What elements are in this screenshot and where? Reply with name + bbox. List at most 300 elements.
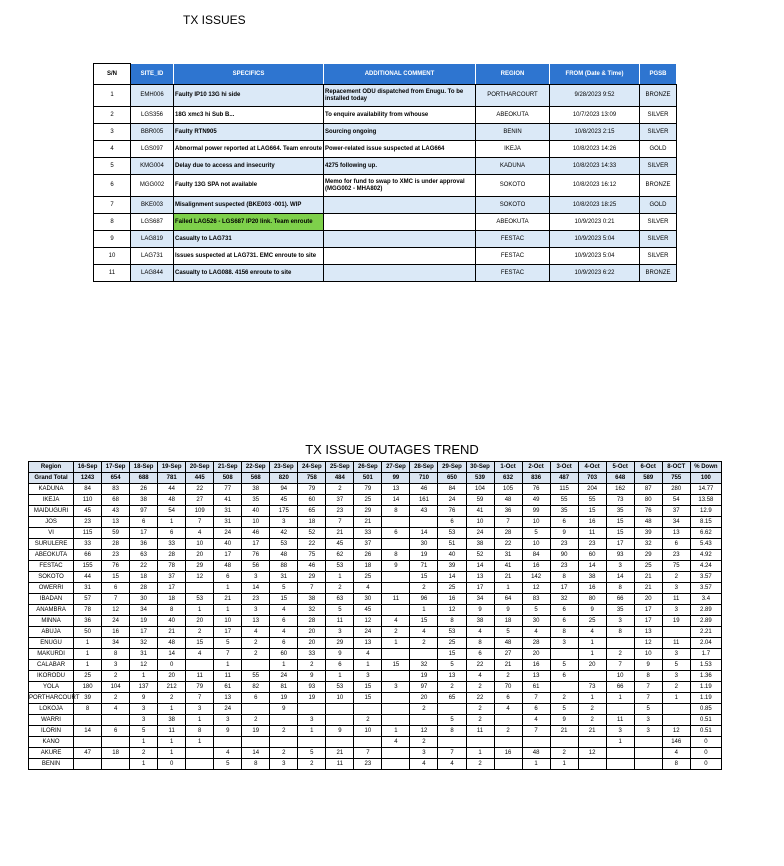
- trend-value-cell: 6: [550, 605, 578, 616]
- trend-value-cell: 1: [214, 583, 242, 594]
- trend-value-cell: 28: [298, 616, 326, 627]
- issue-pgsb: SILVER: [640, 107, 677, 124]
- issue-specifics: 18G xmc3 hi Sub B...: [174, 107, 324, 124]
- trend-value-cell: 484: [326, 473, 354, 484]
- trend-title: TX ISSUE OUTAGES TREND: [305, 442, 479, 457]
- trend-value-cell: 22: [466, 693, 494, 704]
- trend-value-cell: 8: [634, 671, 662, 682]
- trend-row: [29, 539, 722, 550]
- trend-value-cell: 9: [466, 605, 494, 616]
- trend-value-cell: [326, 704, 354, 715]
- trend-value-cell: 77: [214, 484, 242, 495]
- trend-value-cell: 654: [102, 473, 130, 484]
- trend-value-cell: 27: [186, 495, 214, 506]
- trend-value-cell: [242, 704, 270, 715]
- issue-pgsb: SILVER: [640, 214, 677, 231]
- issue-pgsb: BRONZE: [640, 85, 677, 107]
- trend-value-cell: 3: [298, 715, 326, 726]
- trend-value-cell: [662, 704, 690, 715]
- trend-value-cell: 23: [242, 594, 270, 605]
- trend-value-cell: 41: [466, 506, 494, 517]
- trend-value-cell: 88: [270, 561, 298, 572]
- trend-value-cell: 22: [298, 539, 326, 550]
- trend-value-cell: 36: [494, 506, 522, 517]
- trend-value-cell: 23: [550, 561, 578, 572]
- trend-value-cell: 7: [214, 649, 242, 660]
- trend-value-cell: 17: [606, 539, 634, 550]
- trend-value-cell: 4: [382, 616, 410, 627]
- trend-value-cell: [382, 748, 410, 759]
- trend-value-cell: 15: [578, 506, 606, 517]
- trend-value-cell: 24: [438, 495, 466, 506]
- trend-row: [29, 495, 722, 506]
- trend-value-cell: 9: [270, 704, 298, 715]
- header-pgsb: PGSB: [640, 64, 677, 85]
- trend-row: [29, 517, 722, 528]
- trend-value-cell: 19: [270, 693, 298, 704]
- trend-value-cell: [186, 583, 214, 594]
- trend-value-cell: 99: [522, 506, 550, 517]
- trend-value-cell: 18: [354, 561, 382, 572]
- trend-value-cell: 46: [242, 528, 270, 539]
- issue-from: 10/9/2023 6:22: [550, 265, 640, 282]
- trend-value-cell: 13: [438, 671, 466, 682]
- trend-value-cell: 14.77: [690, 484, 721, 495]
- trend-value-cell: [382, 605, 410, 616]
- issue-pgsb: SILVER: [640, 158, 677, 175]
- trend-header-date: 3-Oct: [550, 462, 578, 473]
- trend-value-cell: 13: [662, 528, 690, 539]
- trend-region-cell: MAKURDI: [29, 649, 74, 660]
- trend-value-cell: 2: [186, 627, 214, 638]
- trend-value-cell: 3: [662, 649, 690, 660]
- trend-value-cell: 3: [102, 660, 130, 671]
- trend-value-cell: 2: [494, 671, 522, 682]
- trend-value-cell: 12: [662, 726, 690, 737]
- trend-value-cell: 180: [74, 682, 102, 693]
- trend-value-cell: 57: [74, 594, 102, 605]
- trend-value-cell: [214, 737, 242, 748]
- trend-value-cell: 21: [494, 660, 522, 671]
- trend-value-cell: 501: [354, 473, 382, 484]
- trend-value-cell: 61: [214, 682, 242, 693]
- issue-sn: 5: [94, 158, 131, 175]
- issue-from: 10/8/2023 14:26: [550, 141, 640, 158]
- trend-value-cell: 2: [270, 726, 298, 737]
- trend-value-cell: 3: [606, 616, 634, 627]
- trend-value-cell: 10: [326, 693, 354, 704]
- trend-value-cell: 5: [270, 583, 298, 594]
- issue-from: 10/9/2023 5:04: [550, 231, 640, 248]
- trend-value-cell: 10: [634, 649, 662, 660]
- trend-region-cell: LOKOJA: [29, 704, 74, 715]
- trend-value-cell: 42: [270, 528, 298, 539]
- trend-value-cell: 17: [466, 583, 494, 594]
- trend-value-cell: 20: [298, 638, 326, 649]
- trend-value-cell: 1: [466, 748, 494, 759]
- issue-region: PORTHARCOURT: [476, 85, 550, 107]
- trend-value-cell: 33: [74, 539, 102, 550]
- trend-region-cell: FESTAC: [29, 561, 74, 572]
- trend-value-cell: 66: [606, 594, 634, 605]
- trend-value-cell: 23: [578, 539, 606, 550]
- trend-value-cell: 38: [298, 594, 326, 605]
- trend-value-cell: 8: [606, 627, 634, 638]
- trend-value-cell: 280: [662, 484, 690, 495]
- trend-value-cell: 3: [270, 517, 298, 528]
- trend-value-cell: 31: [74, 583, 102, 594]
- trend-value-cell: 22: [466, 660, 494, 671]
- trend-value-cell: [354, 704, 382, 715]
- trend-value-cell: [326, 737, 354, 748]
- trend-value-cell: 3.57: [690, 572, 721, 583]
- trend-value-cell: 1243: [74, 473, 102, 484]
- trend-value-cell: 1: [550, 759, 578, 770]
- trend-region-cell: KADUNA: [29, 484, 74, 495]
- issue-specifics: Abnormal power reported at LAG664. Team enroute: [174, 141, 324, 158]
- trend-value-cell: 5: [214, 638, 242, 649]
- trend-value-cell: [550, 649, 578, 660]
- trend-value-cell: 52: [298, 528, 326, 539]
- trend-value-cell: 25: [354, 572, 382, 583]
- trend-value-cell: 3: [214, 715, 242, 726]
- trend-value-cell: [242, 660, 270, 671]
- trend-row: [29, 583, 722, 594]
- trend-value-cell: 2: [158, 693, 186, 704]
- trend-value-cell: 9: [550, 715, 578, 726]
- trend-table: [28, 461, 722, 770]
- trend-value-cell: 96: [410, 594, 438, 605]
- issue-from: 10/9/2023 5:04: [550, 248, 640, 265]
- trend-value-cell: 11: [578, 528, 606, 539]
- trend-value-cell: 8: [382, 550, 410, 561]
- trend-value-cell: 4: [522, 715, 550, 726]
- trend-value-cell: 3: [242, 572, 270, 583]
- issue-specifics: Faulty IP10 13G hi side: [174, 85, 324, 107]
- issue-region: FESTAC: [476, 248, 550, 265]
- trend-value-cell: 820: [270, 473, 298, 484]
- trend-value-cell: 78: [158, 561, 186, 572]
- trend-value-cell: 93: [606, 550, 634, 561]
- trend-header-date: 19-Sep: [158, 462, 186, 473]
- issues-table: [93, 63, 677, 282]
- trend-value-cell: 33: [298, 649, 326, 660]
- issue-comment: [324, 248, 476, 265]
- trend-value-cell: 2: [242, 649, 270, 660]
- trend-value-cell: [382, 671, 410, 682]
- trend-value-cell: 37: [354, 539, 382, 550]
- trend-value-cell: 9: [578, 605, 606, 616]
- trend-value-cell: 2: [410, 704, 438, 715]
- issue-region: ABEOKUTA: [476, 107, 550, 124]
- trend-value-cell: 3: [662, 605, 690, 616]
- trend-value-cell: 12: [522, 583, 550, 594]
- trend-value-cell: 115: [550, 484, 578, 495]
- trend-region-cell: BENIN: [29, 759, 74, 770]
- trend-header-date: 27-Sep: [382, 462, 410, 473]
- trend-value-cell: 12: [102, 605, 130, 616]
- trend-value-cell: 47: [74, 748, 102, 759]
- trend-value-cell: 76: [634, 506, 662, 517]
- issue-sn: 3: [94, 124, 131, 141]
- issues-title: TX ISSUES: [183, 13, 246, 27]
- trend-value-cell: 16: [494, 748, 522, 759]
- trend-value-cell: 75: [298, 550, 326, 561]
- trend-value-cell: 7: [298, 583, 326, 594]
- trend-value-cell: 40: [214, 539, 242, 550]
- trend-value-cell: 10: [354, 726, 382, 737]
- trend-value-cell: 32: [130, 638, 158, 649]
- trend-value-cell: [606, 704, 634, 715]
- trend-value-cell: 80: [578, 594, 606, 605]
- trend-value-cell: 1: [606, 693, 634, 704]
- trend-value-cell: 13: [634, 627, 662, 638]
- trend-value-cell: 1: [606, 737, 634, 748]
- trend-value-cell: 21: [354, 517, 382, 528]
- trend-value-cell: 2: [550, 693, 578, 704]
- trend-value-cell: 12: [438, 605, 466, 616]
- trend-value-cell: 3.57: [690, 583, 721, 594]
- trend-value-cell: 19: [130, 616, 158, 627]
- trend-value-cell: 81: [270, 682, 298, 693]
- trend-value-cell: 30: [354, 594, 382, 605]
- trend-value-cell: 1: [410, 605, 438, 616]
- trend-value-cell: 8: [382, 506, 410, 517]
- trend-value-cell: 15: [382, 660, 410, 671]
- trend-value-cell: 9: [494, 605, 522, 616]
- trend-value-cell: 14: [438, 572, 466, 583]
- trend-value-cell: 62: [326, 550, 354, 561]
- issue-comment: To enquire availability from w/house: [324, 107, 476, 124]
- trend-value-cell: [578, 759, 606, 770]
- trend-value-cell: 1.19: [690, 682, 721, 693]
- trend-row: [29, 528, 722, 539]
- issue-sn: 7: [94, 197, 131, 214]
- trend-value-cell: 445: [186, 473, 214, 484]
- trend-value-cell: 11: [662, 594, 690, 605]
- trend-value-cell: 29: [326, 638, 354, 649]
- trend-value-cell: 32: [298, 605, 326, 616]
- trend-value-cell: 21: [494, 572, 522, 583]
- trend-value-cell: 11: [382, 594, 410, 605]
- trend-value-cell: 41: [214, 495, 242, 506]
- trend-value-cell: 10: [466, 517, 494, 528]
- trend-value-cell: 3: [606, 726, 634, 737]
- trend-value-cell: [186, 660, 214, 671]
- header-comment: ADDITIONAL COMMENT: [324, 64, 476, 85]
- trend-value-cell: [634, 748, 662, 759]
- trend-value-cell: 4: [354, 649, 382, 660]
- trend-value-cell: 21: [578, 726, 606, 737]
- issue-specifics: Misalignment suspected (BKE003 -001). WIP: [174, 197, 324, 214]
- trend-value-cell: 54: [158, 506, 186, 517]
- trend-row: [29, 572, 722, 583]
- issue-pgsb: SILVER: [640, 248, 677, 265]
- issue-specifics: Faulty 13G SPA not available: [174, 175, 324, 197]
- trend-value-cell: 7: [438, 748, 466, 759]
- trend-value-cell: 22: [494, 539, 522, 550]
- trend-value-cell: 1: [186, 605, 214, 616]
- issue-row: [94, 214, 677, 231]
- trend-value-cell: 2: [662, 572, 690, 583]
- trend-value-cell: 2: [578, 715, 606, 726]
- issue-site-id: LAG844: [131, 265, 174, 282]
- trend-value-cell: [270, 737, 298, 748]
- trend-value-cell: 6: [214, 572, 242, 583]
- trend-value-cell: 12: [634, 638, 662, 649]
- issue-row: [94, 124, 677, 141]
- trend-value-cell: 3: [130, 715, 158, 726]
- trend-value-cell: 20: [522, 649, 550, 660]
- trend-value-cell: 20: [298, 627, 326, 638]
- trend-value-cell: 11: [158, 726, 186, 737]
- trend-value-cell: 1.7: [690, 649, 721, 660]
- trend-value-cell: [494, 715, 522, 726]
- trend-value-cell: 9: [326, 649, 354, 660]
- trend-value-cell: 24: [354, 627, 382, 638]
- header-specifics: SPECIFICS: [174, 64, 324, 85]
- trend-value-cell: 4: [186, 649, 214, 660]
- trend-value-cell: 79: [186, 682, 214, 693]
- trend-value-cell: 1: [158, 748, 186, 759]
- trend-value-cell: 12: [578, 748, 606, 759]
- trend-value-cell: 568: [242, 473, 270, 484]
- trend-value-cell: 25: [354, 495, 382, 506]
- trend-value-cell: 100: [690, 473, 721, 484]
- trend-value-cell: 15: [186, 638, 214, 649]
- issue-comment: [324, 265, 476, 282]
- trend-value-cell: 146: [662, 737, 690, 748]
- trend-value-cell: 5: [550, 660, 578, 671]
- trend-value-cell: 2: [298, 660, 326, 671]
- header-sn: S/N: [94, 64, 131, 85]
- trend-value-cell: 28: [158, 550, 186, 561]
- trend-value-cell: 137: [130, 682, 158, 693]
- trend-value-cell: 104: [102, 682, 130, 693]
- trend-header-date: 28-Sep: [410, 462, 438, 473]
- trend-header-date: 1-Oct: [494, 462, 522, 473]
- trend-value-cell: 2: [466, 759, 494, 770]
- trend-region-cell: IKEJA: [29, 495, 74, 506]
- issue-specifics: Casualty to LAG731: [174, 231, 324, 248]
- trend-value-cell: 1.53: [690, 660, 721, 671]
- trend-value-cell: 46: [410, 484, 438, 495]
- trend-value-cell: 3: [354, 671, 382, 682]
- trend-value-cell: 1.19: [690, 693, 721, 704]
- trend-value-cell: 48: [634, 517, 662, 528]
- trend-value-cell: 18: [494, 616, 522, 627]
- trend-value-cell: 60: [298, 495, 326, 506]
- trend-value-cell: 63: [130, 550, 158, 561]
- trend-value-cell: 2: [662, 682, 690, 693]
- trend-value-cell: 41: [494, 561, 522, 572]
- trend-value-cell: 688: [130, 473, 158, 484]
- trend-value-cell: 2: [466, 715, 494, 726]
- trend-value-cell: 710: [410, 473, 438, 484]
- trend-value-cell: 10: [522, 539, 550, 550]
- trend-value-cell: [662, 715, 690, 726]
- trend-value-cell: 8: [438, 726, 466, 737]
- issue-sn: 10: [94, 248, 131, 265]
- trend-region-cell: KANO: [29, 737, 74, 748]
- trend-value-cell: 508: [214, 473, 242, 484]
- issue-sn: 9: [94, 231, 131, 248]
- trend-value-cell: 3: [186, 704, 214, 715]
- trend-value-cell: 18: [130, 572, 158, 583]
- trend-value-cell: 48: [494, 495, 522, 506]
- trend-value-cell: 50: [74, 627, 102, 638]
- trend-value-cell: 17: [634, 616, 662, 627]
- trend-value-cell: 44: [74, 572, 102, 583]
- trend-value-cell: 31: [130, 649, 158, 660]
- trend-value-cell: 18: [102, 748, 130, 759]
- trend-region-cell: JOS: [29, 517, 74, 528]
- trend-value-cell: 40: [242, 506, 270, 517]
- trend-value-cell: 21: [326, 528, 354, 539]
- trend-region-cell: ABUJA: [29, 627, 74, 638]
- trend-value-cell: 3: [662, 583, 690, 594]
- trend-row: [29, 715, 722, 726]
- trend-value-cell: 4: [354, 583, 382, 594]
- trend-value-cell: 16: [578, 517, 606, 528]
- trend-value-cell: 6: [102, 583, 130, 594]
- trend-value-cell: 31: [270, 572, 298, 583]
- trend-value-cell: 6: [550, 517, 578, 528]
- trend-value-cell: 15: [410, 572, 438, 583]
- trend-value-cell: 109: [186, 506, 214, 517]
- trend-value-cell: 26: [354, 550, 382, 561]
- trend-value-cell: 37: [662, 506, 690, 517]
- trend-value-cell: 0: [690, 759, 721, 770]
- trend-header-date: 4-Oct: [578, 462, 606, 473]
- issue-region: SOKOTO: [476, 197, 550, 214]
- trend-value-cell: 703: [578, 473, 606, 484]
- trend-value-cell: 2: [606, 649, 634, 660]
- issue-pgsb: SILVER: [640, 231, 677, 248]
- trend-value-cell: 3: [130, 704, 158, 715]
- trend-value-cell: 94: [270, 484, 298, 495]
- trend-value-cell: [382, 715, 410, 726]
- trend-value-cell: 4: [410, 759, 438, 770]
- trend-value-cell: 9: [130, 693, 158, 704]
- trend-value-cell: [382, 517, 410, 528]
- trend-value-cell: 76: [522, 484, 550, 495]
- trend-value-cell: 35: [606, 605, 634, 616]
- trend-value-cell: 48: [158, 495, 186, 506]
- header-site-id: SITE_ID: [131, 64, 174, 85]
- trend-value-cell: 25: [578, 616, 606, 627]
- trend-value-cell: 1: [662, 693, 690, 704]
- trend-value-cell: 6: [242, 693, 270, 704]
- trend-value-cell: 29: [634, 550, 662, 561]
- trend-value-cell: 26: [130, 484, 158, 495]
- issue-site-id: EMH006: [131, 85, 174, 107]
- trend-value-cell: [466, 737, 494, 748]
- trend-value-cell: 10: [522, 517, 550, 528]
- issue-region: ABEOKUTA: [476, 214, 550, 231]
- trend-row: [29, 484, 722, 495]
- trend-value-cell: 4: [270, 605, 298, 616]
- issue-comment: 4275 following up.: [324, 158, 476, 175]
- trend-value-cell: 142: [522, 572, 550, 583]
- trend-value-cell: 23: [74, 517, 102, 528]
- trend-value-cell: 9: [382, 561, 410, 572]
- issue-row: [94, 197, 677, 214]
- trend-value-cell: 755: [662, 473, 690, 484]
- trend-value-cell: 110: [74, 495, 102, 506]
- issue-region: FESTAC: [476, 265, 550, 282]
- trend-value-cell: 3: [270, 759, 298, 770]
